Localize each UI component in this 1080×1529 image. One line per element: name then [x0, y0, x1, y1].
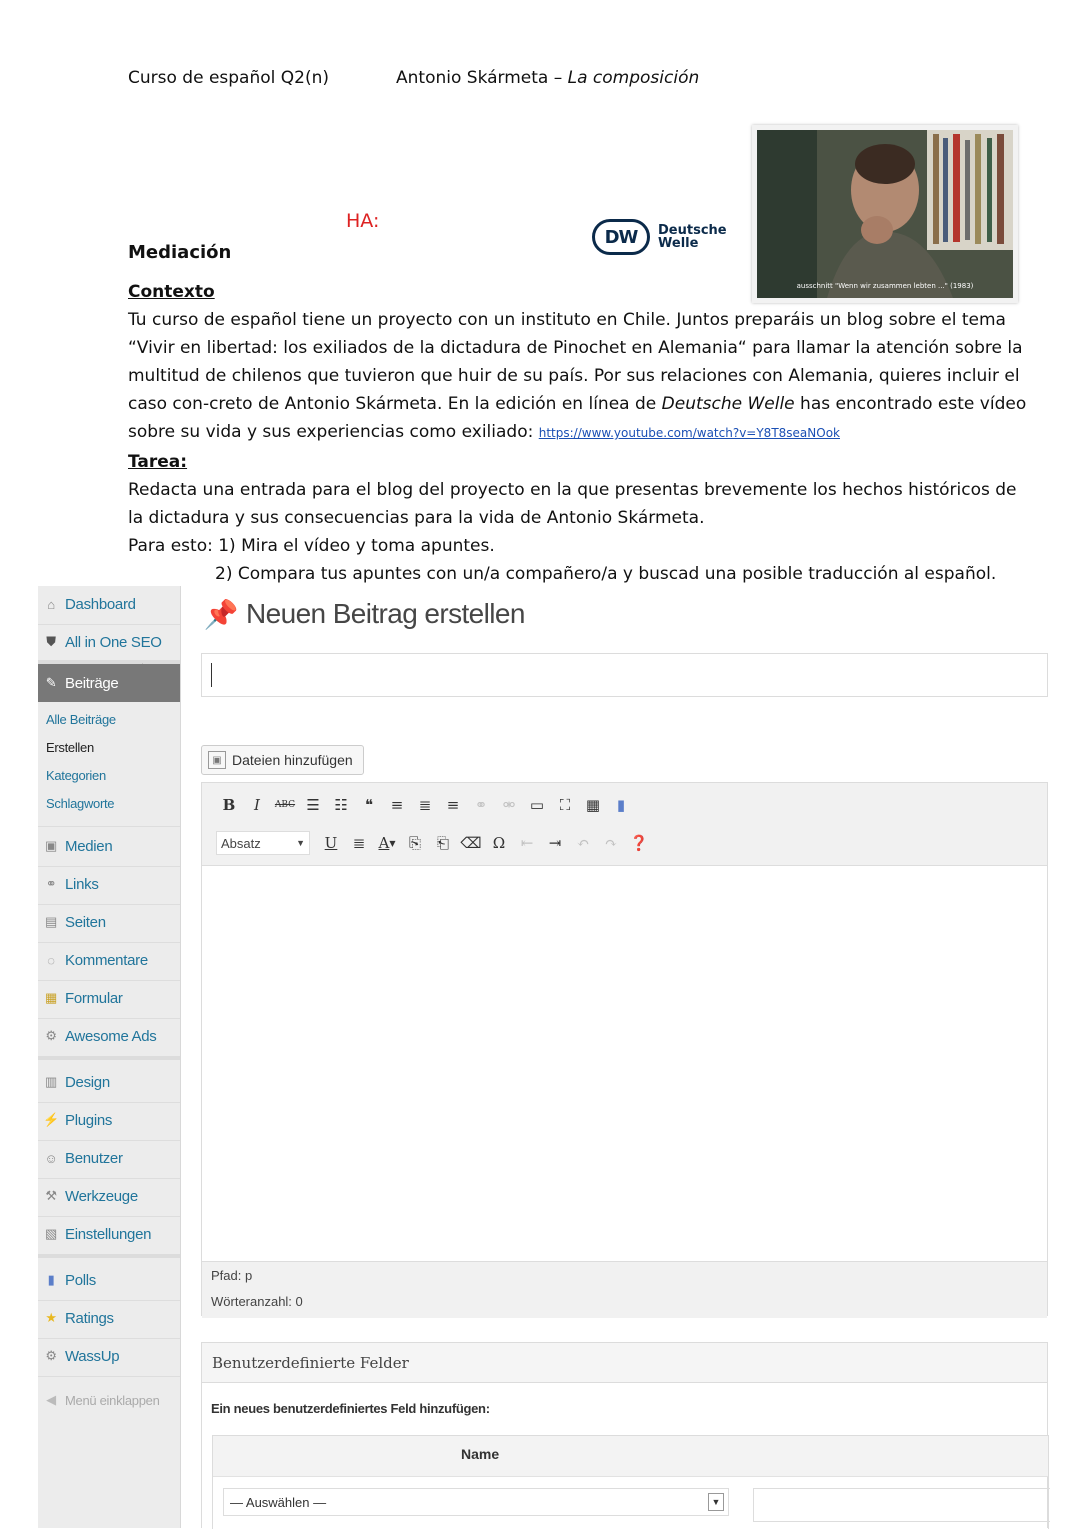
custom-fields-table	[212, 1435, 1049, 1529]
indent-icon[interactable]: ⇥	[548, 834, 562, 852]
align-right-icon[interactable]: ≡	[446, 796, 460, 814]
menu-einstellungen-label: Einstellungen	[65, 1225, 152, 1243]
unlink-icon[interactable]: ⚮	[502, 796, 516, 814]
contexto-text-end: has encontrado este vídeo sobre su vida y sus experiencias como exiliado:	[128, 394, 1027, 442]
italic-icon[interactable]: I	[254, 796, 260, 814]
contexto-heading: Contexto	[128, 282, 215, 302]
menu-plugins-label: Plugins	[65, 1111, 113, 1129]
custom-fields-box	[201, 1342, 1048, 1528]
pin-icon: ✎	[45, 675, 57, 690]
menu-werkzeuge[interactable]	[38, 1178, 180, 1214]
editor-status-bar	[202, 1261, 1047, 1318]
kitchen-sink-icon[interactable]: ▦	[585, 796, 601, 814]
section-title: Mediación	[128, 242, 232, 263]
active-menu-arrow	[142, 663, 151, 701]
comment-icon: ◌	[47, 952, 55, 968]
menu-awesome-ads-label: Awesome Ads	[65, 1027, 157, 1045]
submenu-schlagworte[interactable]: Schlagworte	[46, 796, 115, 811]
custom-fields-title[interactable]: Benutzerdefinierte Felder	[202, 1343, 1047, 1383]
collapse-arrow-icon: ◀	[46, 1392, 56, 1407]
align-center-icon[interactable]: ≣	[418, 796, 432, 814]
settings-icon: ▧	[45, 1226, 57, 1241]
outdent-icon[interactable]: ⇤	[520, 834, 534, 852]
link-insert-icon[interactable]: ⚭	[474, 796, 488, 814]
pages-icon: ▤	[45, 914, 57, 929]
contexto-paragraph	[128, 306, 1028, 447]
menu-medien-label: Medien	[65, 837, 113, 855]
menu-kommentare[interactable]	[38, 942, 180, 978]
menu-plugins[interactable]	[38, 1102, 180, 1138]
menu-werkzeuge-label: Werkzeuge	[65, 1187, 138, 1205]
menu-formular-label: Formular	[65, 989, 123, 1007]
menu-seo-label: All in One SEO	[65, 633, 162, 651]
fullscreen-icon[interactable]: ⛶	[559, 796, 571, 814]
align-left-icon[interactable]: ≡	[390, 796, 404, 814]
paste-text-icon[interactable]: ⎘	[408, 834, 421, 852]
design-icon: ▥	[45, 1074, 57, 1089]
undo-icon[interactable]: ↶	[576, 834, 590, 852]
menu-polls-label: Polls	[65, 1271, 97, 1289]
dw-logo-line1: Deutsche	[658, 223, 727, 238]
submenu-alle-beitraege[interactable]: Alle Beiträge	[46, 712, 116, 727]
gear-icon: ⚙	[45, 1348, 57, 1363]
video-still	[752, 125, 1018, 303]
users-icon: ☺	[44, 1150, 58, 1166]
paste-word-icon[interactable]: ⎗	[436, 834, 449, 852]
page-title-text: Neuen Beitrag erstellen	[246, 598, 525, 629]
shield-icon: ⛊	[46, 634, 56, 649]
tarea-step2: 2) Compara tus apuntes con un/a compañero/a y buscad una posible traducción al español.	[215, 564, 997, 584]
column-name-header: Name	[461, 1446, 500, 1462]
bar-chart-icon: ▮	[47, 1272, 55, 1287]
contexto-dw-name: Deutsche Welle	[661, 394, 795, 414]
blockquote-icon[interactable]: ❝	[364, 796, 374, 814]
justify-icon[interactable]: ≣	[352, 834, 366, 852]
dw-logo	[592, 219, 727, 255]
wp-admin-sidebar	[38, 586, 181, 1528]
menu-collapse[interactable]	[38, 1382, 180, 1418]
post-title-input[interactable]	[201, 653, 1048, 697]
editor-toolbar	[202, 783, 1047, 866]
menu-benutzer[interactable]	[38, 1140, 180, 1176]
menu-wassup-label: WassUp	[65, 1347, 120, 1365]
menu-links-label: Links	[65, 875, 99, 893]
plug-icon: ⚡	[43, 1112, 59, 1127]
ha-label: HA:	[346, 210, 380, 232]
dw-logo-mark: DW	[592, 219, 650, 255]
clear-format-icon[interactable]: ⌫	[460, 834, 482, 852]
tarea-heading: Tarea:	[128, 452, 188, 472]
tarea-text: Redacta una entrada para el blog del proyecto en la que presentas brevemente los hechos históricos de la dictadura y sus consecuencias para la vida de Antonio Skármeta.	[128, 480, 1017, 528]
add-media-button[interactable]	[201, 745, 364, 775]
submenu-erstellen[interactable]: Erstellen	[46, 740, 94, 755]
house-icon: ⌂	[47, 596, 55, 612]
text-color-icon[interactable]: A ▼	[378, 834, 396, 852]
menu-formular[interactable]	[38, 980, 180, 1016]
tarea-paragraph	[128, 476, 1028, 560]
post-editor[interactable]	[201, 782, 1048, 1316]
gear-icon: ⚙	[45, 1028, 57, 1043]
numbered-list-icon[interactable]: ☷	[334, 796, 348, 814]
menu-benutzer-label: Benutzer	[65, 1149, 123, 1167]
pushpin-icon: 📌	[203, 598, 239, 630]
author-work	[396, 64, 699, 92]
video-link[interactable]: https://www.youtube.com/watch?v=Y8T8seaNOok	[538, 426, 840, 440]
chevron-down-icon: ▼	[708, 1493, 724, 1511]
menu-ratings[interactable]	[38, 1300, 180, 1336]
video-still-image	[757, 130, 1013, 298]
menu-ratings-label: Ratings	[65, 1309, 114, 1327]
dw-logo-line2: Welle	[658, 236, 699, 251]
menu-kommentare-label: Kommentare	[65, 951, 148, 969]
custom-field-name-select[interactable]	[223, 1488, 729, 1516]
link-icon: ⚭	[45, 876, 57, 891]
media-icon: ▣	[45, 838, 57, 853]
menu-collapse-label: Menü einklappen	[65, 1392, 160, 1408]
page-title	[204, 596, 525, 632]
format-select[interactable]	[216, 831, 310, 855]
bullet-list-icon[interactable]: ☰	[306, 796, 320, 814]
underline-icon[interactable]: U	[324, 834, 338, 852]
tarea-step1: Para esto: 1) Mira el vídeo y toma apuntes.	[128, 536, 495, 556]
custom-field-select-value: — Auswählen —	[230, 1494, 327, 1510]
chevron-down-icon: ▼	[296, 838, 305, 848]
contexto-text: Tu curso de español tiene un proyecto con un instituto en Chile. Juntos preparáis un blog sobre el tema “Vivir en libertad: los exiliados de la dictadura de Pinochet en Alemania“ para llamar la atención sobre la multitud de chilenos que tuvieron que huir de su país. Por sus relaciones con Alemania, quieres incluir el caso con-creto de Antonio Skármeta. En la edición en línea de	[128, 310, 1023, 414]
status-path: Pfad: p	[211, 1268, 253, 1283]
menu-design[interactable]	[38, 1064, 180, 1100]
menu-wassup[interactable]	[38, 1338, 180, 1374]
star-icon: ★	[45, 1310, 57, 1325]
menu-seo[interactable]	[38, 624, 180, 660]
menu-seiten[interactable]	[38, 904, 180, 940]
tools-icon: ⚒	[45, 1188, 57, 1203]
form-icon: ▦	[45, 990, 57, 1005]
add-media-label: Dateien hinzufügen	[232, 752, 353, 768]
status-word-count: Wörteranzahl: 0	[211, 1294, 303, 1309]
text-caret	[211, 663, 212, 687]
more-tag-icon[interactable]: ▭	[529, 796, 545, 814]
custom-field-value-input[interactable]	[753, 1488, 1050, 1522]
author-name: Antonio Skármeta –	[396, 68, 568, 88]
poll-chart-icon[interactable]: ▮	[616, 796, 626, 814]
menu-beitraege[interactable]	[38, 664, 180, 702]
menu-polls[interactable]	[38, 1262, 180, 1298]
custom-fields-table-head	[213, 1436, 1048, 1477]
menu-seiten-label: Seiten	[65, 913, 106, 931]
menu-design-label: Design	[65, 1073, 110, 1091]
menu-dashboard-label: Dashboard	[65, 595, 136, 613]
work-title: La composición	[567, 68, 700, 88]
menu-links[interactable]	[38, 866, 180, 902]
menu-einstellungen[interactable]	[38, 1216, 180, 1252]
menu-beitraege-label: Beiträge	[65, 674, 119, 692]
dw-logo-text	[658, 224, 727, 250]
media-upload-icon: ▣	[208, 751, 226, 769]
bold-icon[interactable]: B	[222, 796, 236, 814]
submenu-kategorien[interactable]: Kategorien	[46, 768, 106, 783]
strikethrough-icon[interactable]: ABC	[274, 800, 296, 810]
custom-fields-add-label: Ein neues benutzerdefiniertes Feld hinzufügen:	[211, 1401, 490, 1416]
help-icon[interactable]: ❓	[629, 834, 649, 852]
menu-medien[interactable]	[38, 828, 180, 864]
format-select-value: Absatz	[221, 835, 261, 851]
special-char-icon[interactable]: Ω	[492, 834, 506, 852]
menu-awesome-ads[interactable]	[38, 1018, 180, 1054]
course-title: Curso de español Q2(n)	[128, 68, 330, 88]
redo-icon[interactable]: ↷	[604, 834, 618, 852]
video-caption: ausschnitt "Wenn wir zusammen lebten ..." (1983)	[796, 282, 974, 290]
menu-dashboard[interactable]	[38, 586, 180, 622]
